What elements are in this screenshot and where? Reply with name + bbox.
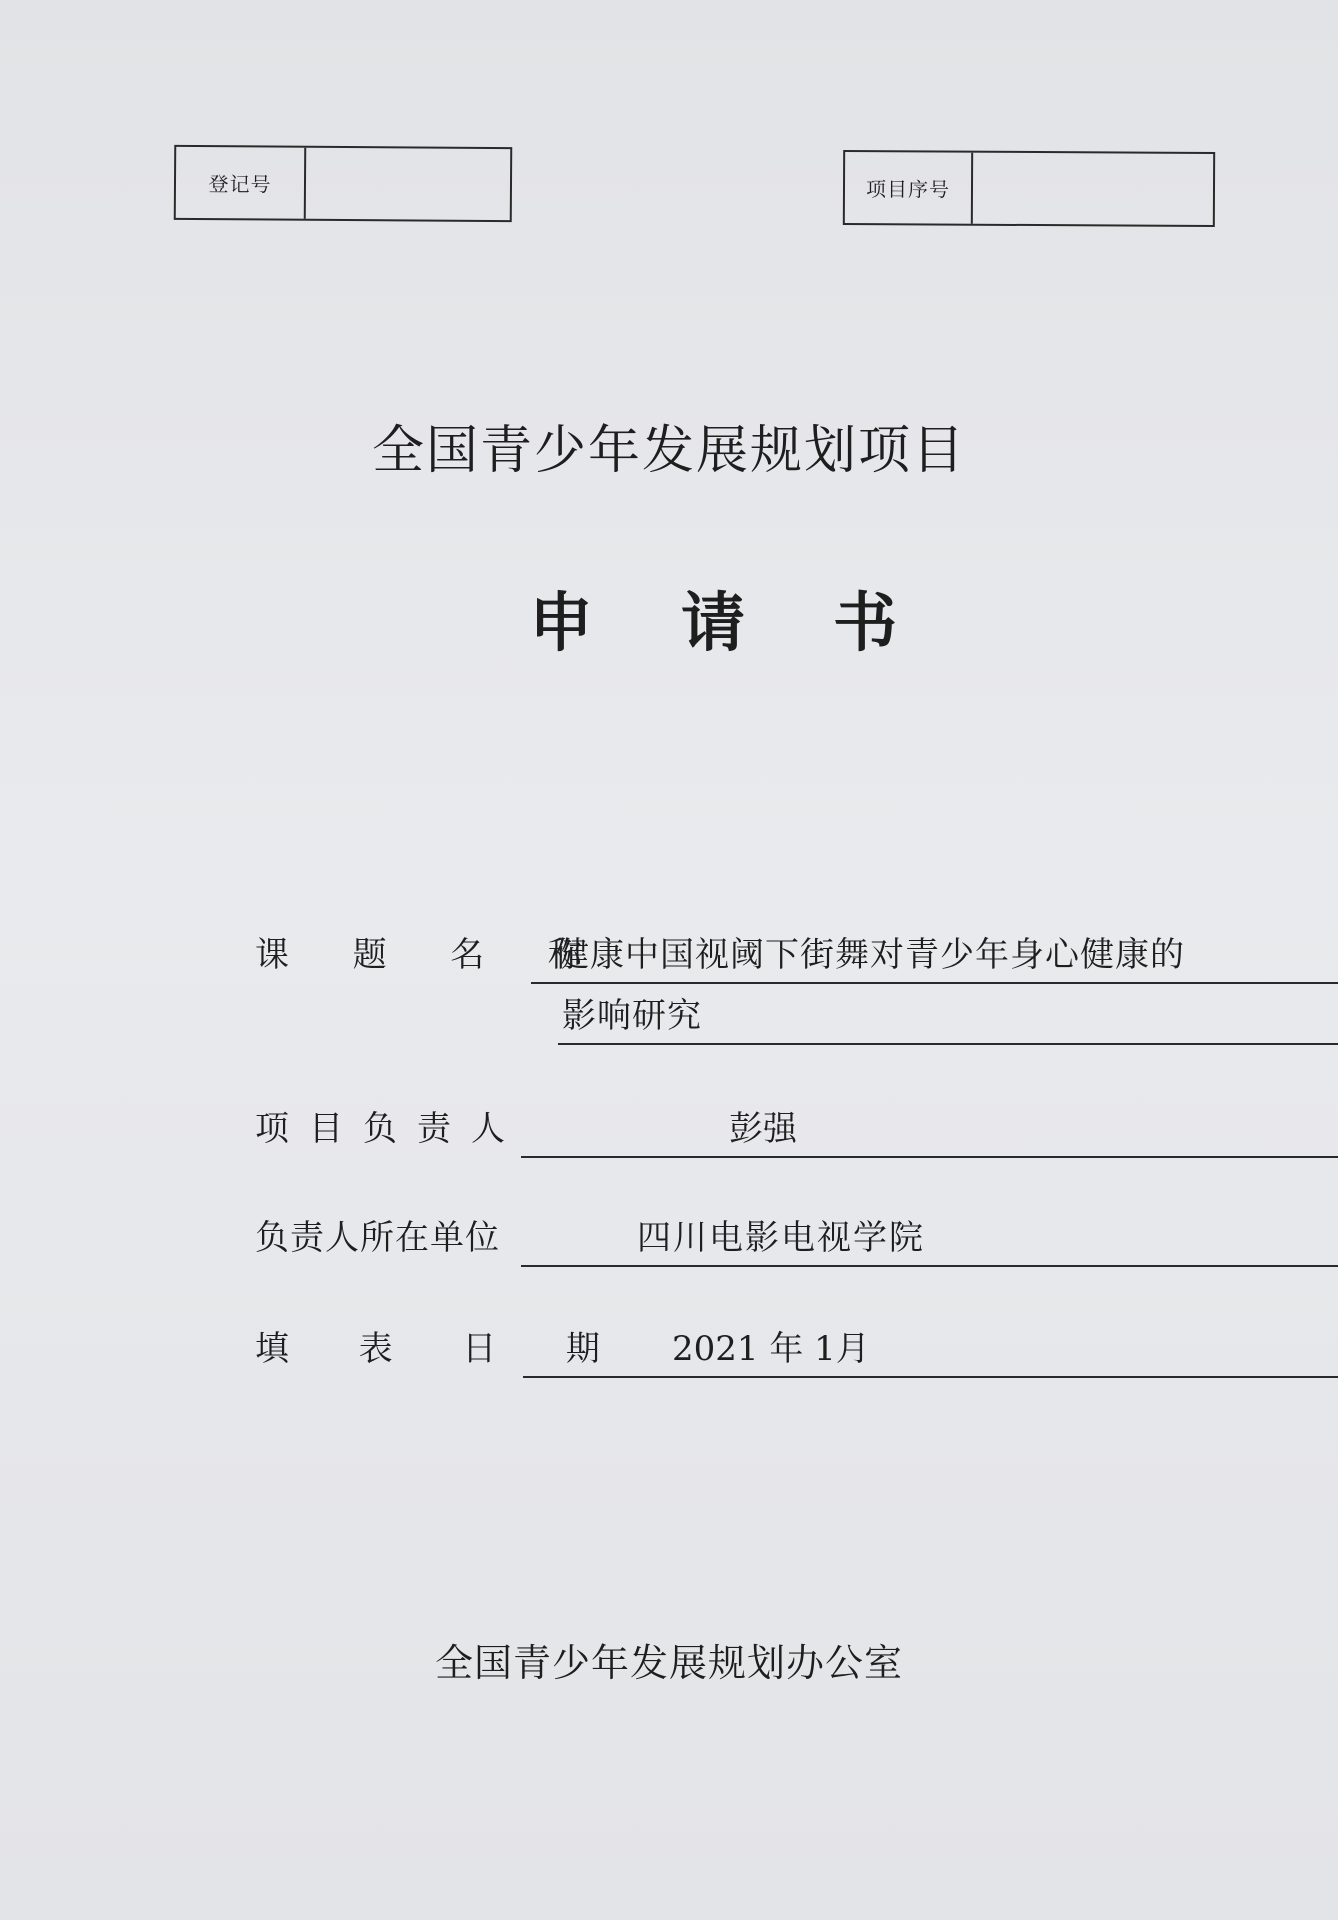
leader-value[interactable]: 彭强 <box>729 1109 797 1149</box>
date-label: 填 表 日 期 <box>255 1329 616 1369</box>
document-title: 申请书 <box>529 587 985 661</box>
topic-value-continued[interactable]: 影响研究 <box>562 996 702 1036</box>
leader-label: 项目负责人 <box>255 1109 525 1149</box>
date-value[interactable]: 2021 年 1月 <box>672 1329 870 1369</box>
unit-value[interactable]: 四川电影电视学院 <box>637 1218 925 1258</box>
topic-underline-2 <box>558 1043 1338 1045</box>
issuing-office: 全国青少年发展规划办公室 <box>434 1641 903 1685</box>
leader-underline <box>521 1156 1338 1158</box>
topic-underline <box>531 982 1338 984</box>
unit-label: 负责人所在单位 <box>255 1218 500 1258</box>
registration-number-label: 登记号 <box>176 147 306 219</box>
date-underline <box>523 1376 1338 1378</box>
unit-underline <box>521 1265 1338 1267</box>
registration-number-field[interactable] <box>306 148 510 220</box>
program-title: 全国青少年发展规划项目 <box>371 421 966 481</box>
project-sequence-field[interactable] <box>973 153 1213 225</box>
registration-number-box <box>174 145 513 222</box>
project-sequence-label: 项目序号 <box>845 152 973 224</box>
topic-value[interactable]: 健康中国视阈下街舞对青少年身心健康的 <box>555 935 1185 975</box>
topic-label: 课 题 名 称 <box>255 935 596 975</box>
project-sequence-box <box>843 150 1215 227</box>
